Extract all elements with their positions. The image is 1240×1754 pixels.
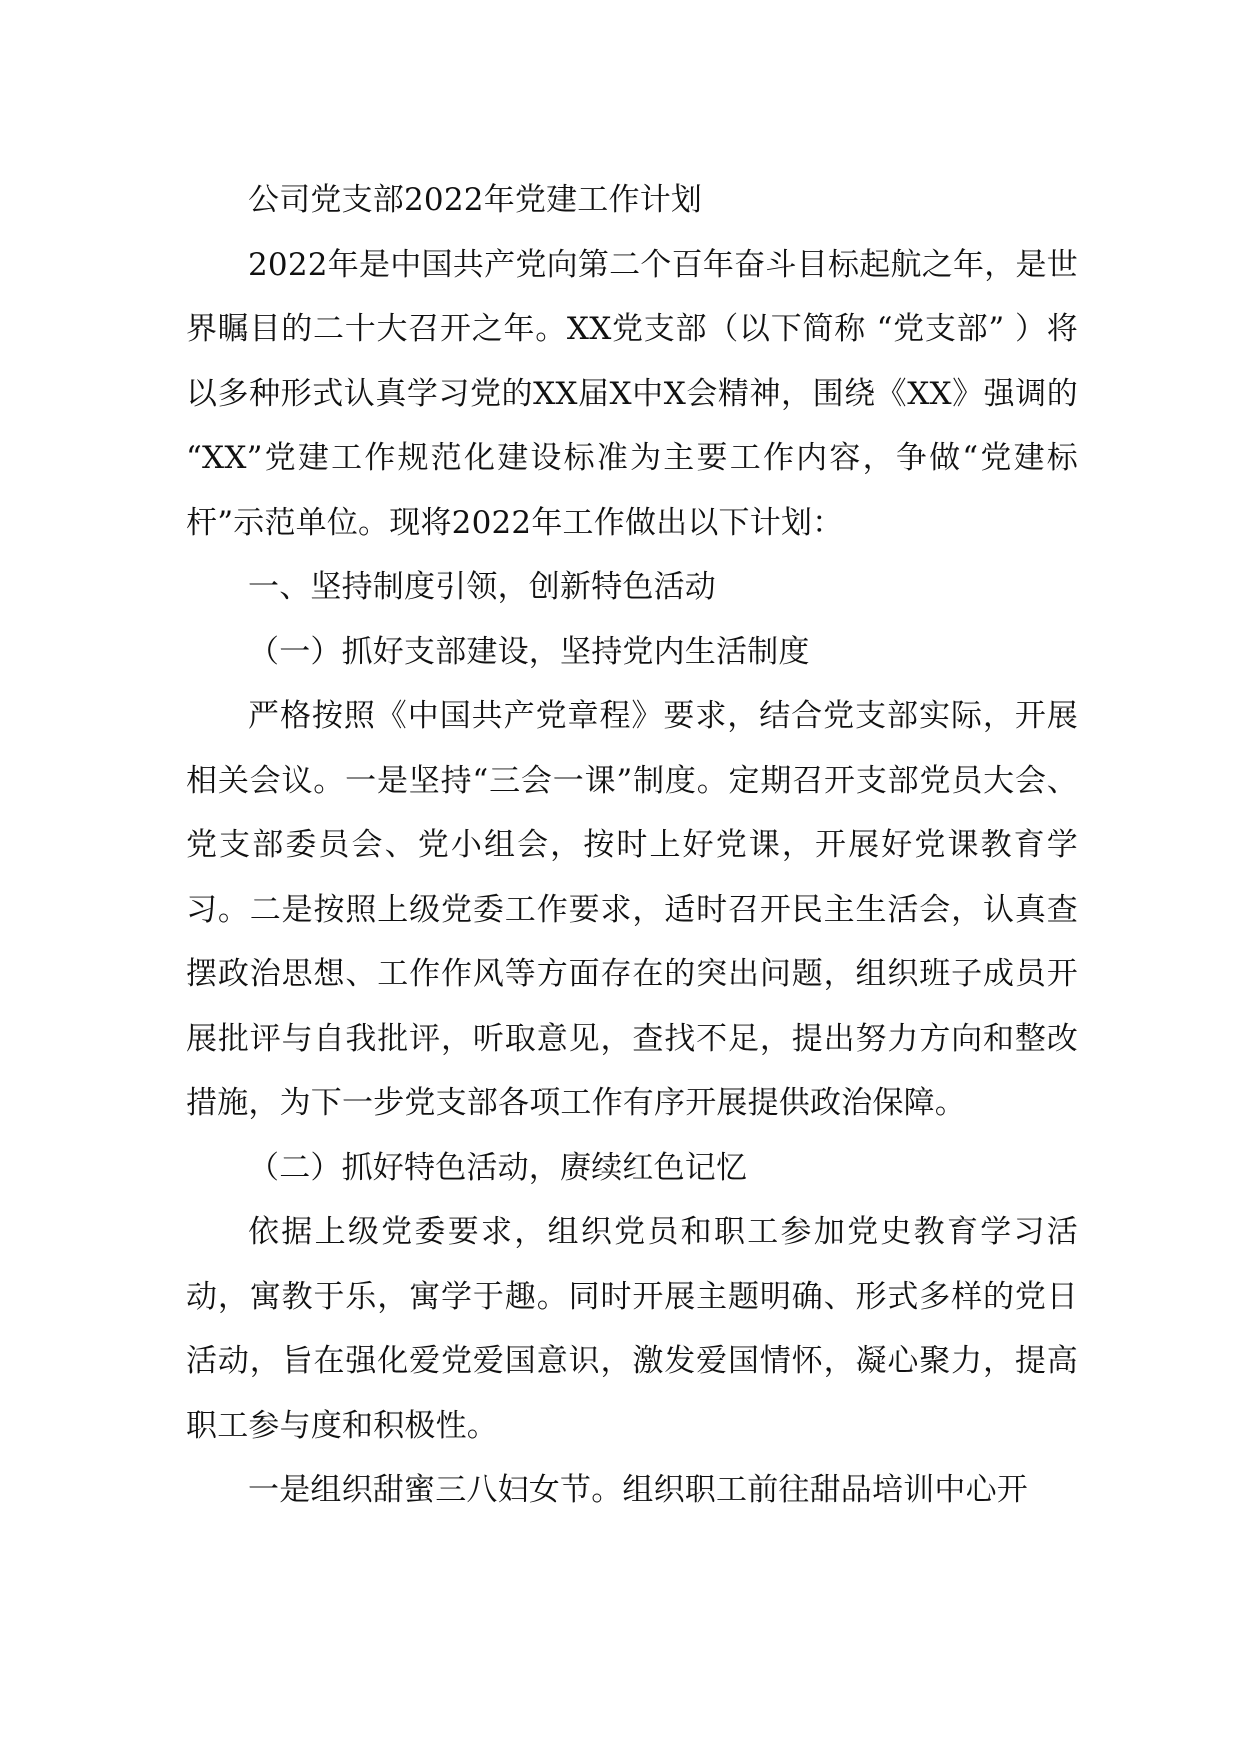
subsection-body-2: 依据上级党委要求，组织党员和职工参加党史教育学习活动，寓教于乐，寓学于趣。同时开展主题明确、形式多样的党日活动，旨在强化爱党爱国意识，激发爱国情怀，凝心聚力，提高职工参与度和积极性。 — [186, 1214, 1078, 1444]
subsection-heading-1: （一）抓好支部建设，坚持党内生活制度 — [248, 633, 810, 670]
document-title: 公司党支部2022年党建工作计划 — [248, 182, 703, 218]
item-paragraph-1: 一是组织甜蜜三八妇女节。组织职工前往甜品培训中心开 — [248, 1472, 1028, 1508]
section-heading-1: 一、坚持制度引领，创新特色活动 — [248, 569, 716, 605]
subsection-heading-2: （二）抓好特色活动，赓续红色记忆 — [248, 1149, 748, 1186]
intro-paragraph: 2022年是中国共产党向第二个百年奋斗目标起航之年，是世界瞩目的二十大召开之年。XX党支部（以下简称 “党支部” ）将以多种形式认真学习党的XX届X中X会精神，围绕《XX》强调的 “XX”党建工作规范化建设标准为主要工作内容，争做“党建标杆”示范单位。现将2022年工作做出以下计划： — [186, 246, 1078, 541]
document-body — [186, 168, 1078, 1523]
subsection-body-1: 严格按照《中国共产党章程》要求，结合党支部实际，开展相关会议。一是坚持“三会一课”制度。定期召开支部党员大会、党支部委员会、党小组会，按时上好党课，开展好党课教育学习。二是按照上级党委工作要求，适时召开民主生活会，认真查摆政治思想、工作作风等方面存在的突出问题，组织班子成员开展批评与自我批评，听取意见，查找不足，提出努力方向和整改措施，为下一步党支部各项工作有序开展提供政治保障。 — [186, 698, 1078, 1121]
